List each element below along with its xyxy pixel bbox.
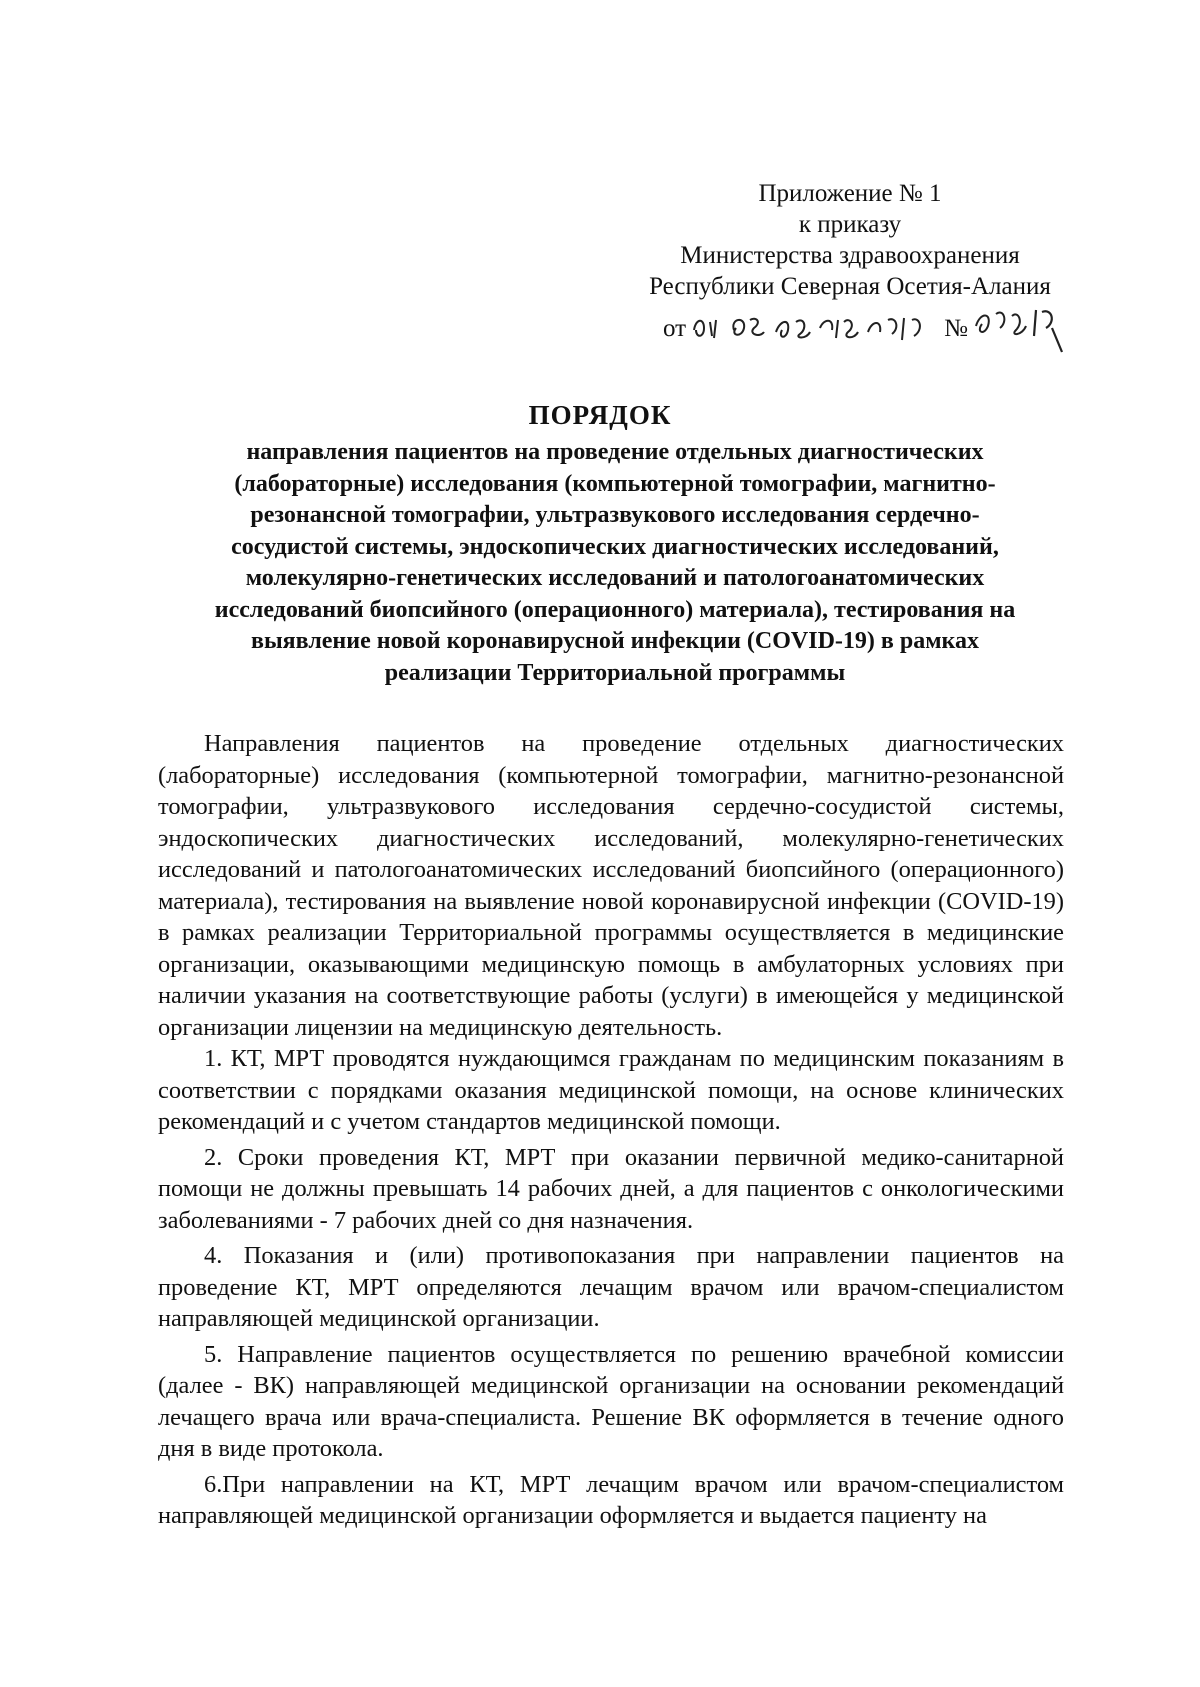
clause-1: 1. КТ, МРТ проводятся нуждающимся гражданам по медицинским показаниям в соответствии с порядками оказания медицинской помощи, на основе клинических рекомендаций и с учетом стандартов медицинской помощи.	[158, 1045, 1064, 1135]
number-label: №	[944, 314, 968, 342]
intro-paragraph: Направления пациентов на проведение отдельных диагностических (лабораторные) исследования (компьютерной томографии, магнитно-резонансной томографии, ультразвукового исследования сердечно-сосудистой системы, эндоскопических диагностических исследований, молекулярно-генетических исследований и патологоанатомических исследований биопсийного (операционного) материала), тестирования на выявление новой коронавирусной инфекции (COVID-19) в рамках реализации Территориальной программы осуществляется в медицинские организации, оказывающими медицинскую помощь в амбулаторных условиях при наличии указания на соответствующие работы (услуги) в имеющейся у медицинской организации лицензии на медицинскую деятельность.	[158, 730, 1064, 1041]
subtitle-line: выявление новой коронавирусной инфекции (COVID-19) в рамках	[250, 628, 979, 654]
subtitle-line: направления пациентов на проведение отдельных диагностических	[246, 439, 984, 465]
appendix-header	[615, 178, 1085, 354]
subtitle-line: резонансной томографии, ультразвукового исследования сердечно-	[250, 502, 980, 528]
appendix-order-ref: к приказу	[798, 211, 902, 238]
handwritten-date	[690, 308, 940, 348]
appendix-number: Приложение № 1	[758, 180, 942, 207]
appendix-date-number	[645, 302, 1085, 354]
clause-2: 2. Сроки проведения КТ, МРТ при оказании первичной медико-санитарной помощи не должны превышать 14 рабочих дней, а для пациентов с онкологическими заболеваниями - 7 рабочих дней со дня назначения.	[158, 1143, 1064, 1234]
date-label: от	[663, 314, 687, 342]
clause-5: 5. Направление пациентов осуществляется по решению врачебной комиссии (далее - ВК) направляющей медицинской организации на основании рекомендаций лечащего врача или врача-специалиста. Решение ВК оформляется в течение одного дня в виде протокола.	[158, 1340, 1064, 1462]
subtitle-line: реализации Территориальной программы	[384, 659, 846, 686]
subtitle-line: молекулярно-генетических исследований и патологоанатомических	[245, 565, 985, 591]
handwritten-number	[972, 302, 1067, 354]
appendix-ministry: Министерства здравоохранения	[680, 242, 1020, 269]
subtitle-line: (лабораторные) исследования (компьютерной томографии, магнитно-	[234, 470, 996, 497]
subtitle-line: сосудистой системы, эндоскопических диагностических исследований,	[231, 533, 999, 560]
subtitle-line: исследований биопсийного (операционного) материала), тестирования на	[214, 596, 1016, 623]
document-title: ПОРЯДОК	[528, 400, 672, 430]
document-subtitle	[150, 437, 1080, 689]
clause-4: 4. Показания и (или) противопоказания при направлении пациентов на проведение КТ, МРТ определяются лечащим врачом или врачом-специалистом направляющей медицинской организации.	[158, 1242, 1064, 1332]
clause-6: 6.При направлении на КТ, МРТ лечащим врачом или врачом-специалистом направляющей медицинской организации оформляется и выдается пациенту на	[158, 1470, 1064, 1529]
appendix-republic: Республики Северная Осетия-Алания	[649, 273, 1051, 300]
document-body	[158, 728, 1064, 1532]
